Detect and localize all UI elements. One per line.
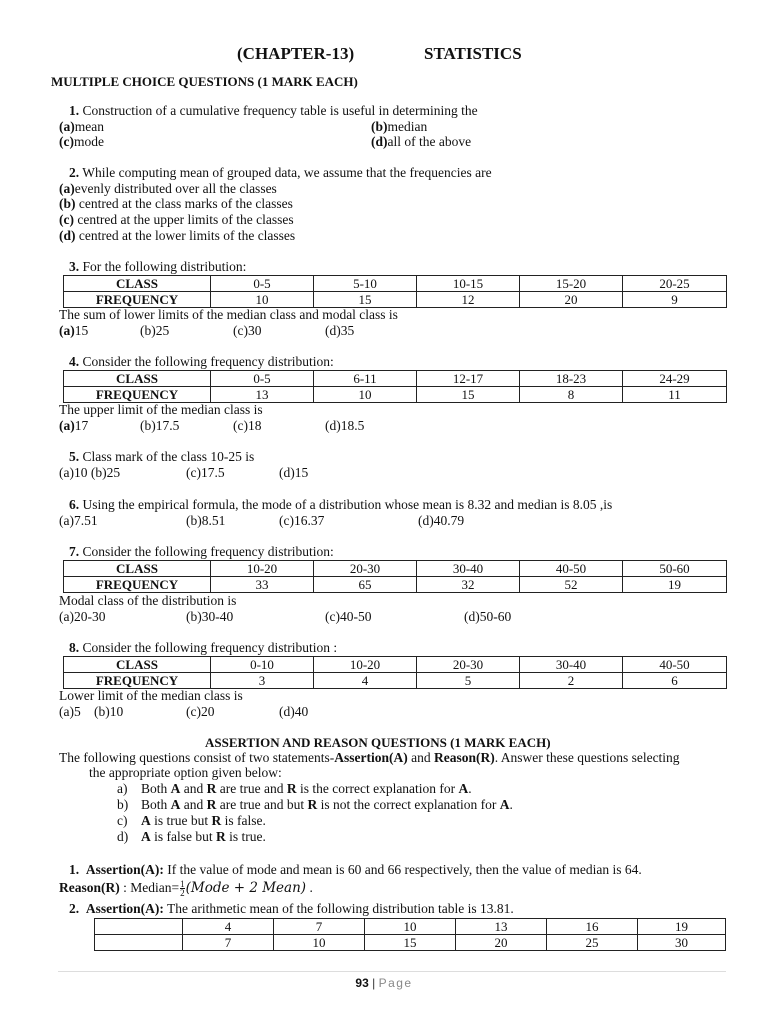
frequency-table	[63, 370, 727, 403]
table-cell: 20-30	[314, 561, 417, 577]
table-row	[64, 371, 727, 387]
table-cell: 20-30	[417, 657, 520, 673]
table-cell: 5-10	[314, 276, 417, 292]
table-cell: 12-17	[417, 371, 520, 387]
table-cell: 52	[520, 577, 623, 593]
table-cell: 50-60	[623, 561, 727, 577]
table-cell: 30-40	[520, 657, 623, 673]
table-cell: 7	[274, 919, 365, 935]
option-c: (c)20	[186, 704, 215, 719]
option-a: (a)20-30	[59, 609, 106, 624]
question-number: 1.	[69, 103, 80, 118]
page-number: 93	[355, 976, 369, 990]
question-6: 6. Using the empirical formula, the mode of a distribution whose mean is 8.32 and median is 8.05 ,is	[69, 497, 613, 512]
table-cell: FREQUENCY	[64, 292, 211, 308]
page-title: STATISTICS	[424, 44, 522, 63]
option-b: (b)25	[140, 323, 170, 338]
table-cell: 11	[623, 387, 727, 403]
table-cell: 10-15	[417, 276, 520, 292]
table-cell: 10	[211, 292, 314, 308]
page-label: Page	[378, 976, 413, 990]
table-cell: 9	[623, 292, 727, 308]
question-1	[69, 103, 478, 118]
table-row	[64, 292, 727, 308]
option-a: (a)5	[59, 704, 81, 719]
table-cell: FREQUENCY	[64, 387, 211, 403]
ar-choice-d: d) A is false but R is true.	[117, 829, 266, 844]
option-b: (b)30-40	[186, 609, 234, 624]
frequency-table	[63, 275, 727, 308]
option-b: (b)median	[371, 119, 428, 134]
table-row	[64, 657, 727, 673]
table-cell: 2	[520, 673, 623, 689]
table-cell: 18-23	[520, 371, 623, 387]
table-cell: 10	[314, 387, 417, 403]
table-cell: CLASS	[64, 276, 211, 292]
table-cell: 8	[520, 387, 623, 403]
option-a: (a)15	[59, 323, 89, 338]
table-cell: 13	[456, 919, 547, 935]
ar-reason-1: Reason(R) : Median= $\frac{1}{2}$ (Mode + 2 Mean) .	[59, 879, 313, 899]
page-footer	[0, 976, 768, 990]
table-cell: 0-5	[211, 371, 314, 387]
table-cell: FREQUENCY	[64, 577, 211, 593]
table-cell: 24-29	[623, 371, 727, 387]
table-cell: 0-10	[211, 657, 314, 673]
table-cell	[95, 935, 183, 951]
table-row	[64, 561, 727, 577]
question-2: 2. While computing mean of grouped data, we assume that the frequencies are	[69, 165, 492, 180]
question-followup: The upper limit of the median class is	[59, 402, 263, 417]
question-7: 7. Consider the following frequency distribution:	[69, 544, 334, 559]
table-cell: 33	[211, 577, 314, 593]
option-d: (d)15	[279, 465, 309, 480]
option-d: (d) centred at the lower limits of the classes	[59, 228, 296, 243]
table-cell: 32	[417, 577, 520, 593]
table-cell: 4	[314, 673, 417, 689]
table-cell: 5	[417, 673, 520, 689]
question-followup: Modal class of the distribution is	[59, 593, 237, 608]
table-cell: 30	[638, 935, 726, 951]
table-cell: 6-11	[314, 371, 417, 387]
option-b: (b)10	[94, 704, 124, 719]
table-row	[64, 387, 727, 403]
table-cell: 20	[520, 292, 623, 308]
option-c: (c) centred at the upper limits of the classes	[59, 212, 294, 227]
option-d: (d)40.79	[418, 513, 465, 528]
table-row	[95, 919, 726, 935]
table-row	[64, 673, 727, 689]
table-cell: 20-25	[623, 276, 727, 292]
table-cell: 40-50	[520, 561, 623, 577]
option-d: (d)all of the above	[371, 134, 472, 149]
table-cell: 10	[365, 919, 456, 935]
table-cell	[95, 919, 183, 935]
table-cell: CLASS	[64, 657, 211, 673]
question-8: 8. Consider the following frequency distribution :	[69, 640, 338, 655]
question-followup: Lower limit of the median class is	[59, 688, 243, 703]
option-c: (c)40-50	[325, 609, 372, 624]
table-row	[64, 276, 727, 292]
table-cell: 16	[547, 919, 638, 935]
ar-choice-a: a) Both A and R are true and R is the correct explanation for A.	[117, 781, 472, 796]
option-c: (c)17.5	[186, 465, 225, 480]
option-d: (d)50-60	[464, 609, 512, 624]
table-cell: 15-20	[520, 276, 623, 292]
table-cell: 10-20	[314, 657, 417, 673]
option-ab: (a)10 (b)25	[59, 465, 121, 480]
table-row	[95, 935, 726, 951]
ar-question-1: 1. Assertion(A): If the value of mode and mean is 60 and 66 respectively, then the value of median is 64.	[69, 862, 642, 877]
ar-choice-b: b) Both A and R are true and but R is not the correct explanation for A.	[117, 797, 513, 812]
option-d: (d)18.5	[325, 418, 365, 433]
question-followup: The sum of lower limits of the median class and modal class is	[59, 307, 398, 322]
table-cell: 7	[183, 935, 274, 951]
chapter-label: (CHAPTER-13)	[237, 44, 355, 63]
ar-choice-c: c) A is true but R is false.	[117, 813, 266, 828]
ar-question-2: 2. Assertion(A): The arithmetic mean of the following distribution table is 13.81.	[69, 901, 514, 916]
option-c: (c)18	[233, 418, 262, 433]
table-cell: 15	[314, 292, 417, 308]
table-cell: 15	[365, 935, 456, 951]
mcq-section-title: MULTIPLE CHOICE QUESTIONS (1 MARK EACH)	[51, 74, 358, 89]
question-3: 3. For the following distribution:	[69, 259, 247, 274]
table-cell: 4	[183, 919, 274, 935]
option-b: (b) centred at the class marks of the classes	[59, 196, 293, 211]
table-cell: 19	[638, 919, 726, 935]
footer-divider	[58, 971, 726, 972]
fraction: $\frac{1}{2}$	[180, 879, 185, 899]
table-row	[64, 577, 727, 593]
table-cell: 30-40	[417, 561, 520, 577]
table-cell: 19	[623, 577, 727, 593]
table-cell: 10-20	[211, 561, 314, 577]
table-cell: 0-5	[211, 276, 314, 292]
table-cell: FREQUENCY	[64, 673, 211, 689]
option-a: (a)17	[59, 418, 89, 433]
frequency-table	[63, 560, 727, 593]
footer-separator: |	[368, 976, 379, 990]
table-cell: 10	[274, 935, 365, 951]
distribution-table	[94, 918, 726, 951]
ar-section-title: ASSERTION AND REASON QUESTIONS (1 MARK EACH)	[205, 735, 551, 750]
table-cell: CLASS	[64, 561, 211, 577]
option-a: (a)evenly distributed over all the classes	[59, 181, 277, 196]
table-cell: 15	[417, 387, 520, 403]
table-cell: 13	[211, 387, 314, 403]
table-cell: 12	[417, 292, 520, 308]
median-formula: (Mode + 2 Mean)	[185, 880, 307, 896]
table-cell: 65	[314, 577, 417, 593]
table-cell: 20	[456, 935, 547, 951]
ar-intro-continued: the appropriate option given below:	[89, 765, 282, 780]
option-d: (d)40	[279, 704, 309, 719]
table-cell: 40-50	[623, 657, 727, 673]
question-5: 5. Class mark of the class 10-25 is	[69, 449, 255, 464]
table-cell: 25	[547, 935, 638, 951]
option-a: (a)mean	[59, 119, 104, 134]
option-b: (b)17.5	[140, 418, 180, 433]
question-text: Construction of a cumulative frequency table is useful in determining the	[82, 103, 478, 118]
table-cell: 3	[211, 673, 314, 689]
option-c: (c)16.37	[279, 513, 325, 528]
option-d: (d)35	[325, 323, 355, 338]
table-cell: CLASS	[64, 371, 211, 387]
question-4: 4. Consider the following frequency distribution:	[69, 354, 334, 369]
table-cell: 6	[623, 673, 727, 689]
option-c: (c)mode	[59, 134, 104, 149]
option-a: (a)7.51	[59, 513, 98, 528]
frequency-table	[63, 656, 727, 689]
ar-intro: The following questions consist of two statements-Assertion(A) and Reason(R). Answer these questions selecting	[59, 750, 680, 765]
option-c: (c)30	[233, 323, 262, 338]
option-b: (b)8.51	[186, 513, 226, 528]
